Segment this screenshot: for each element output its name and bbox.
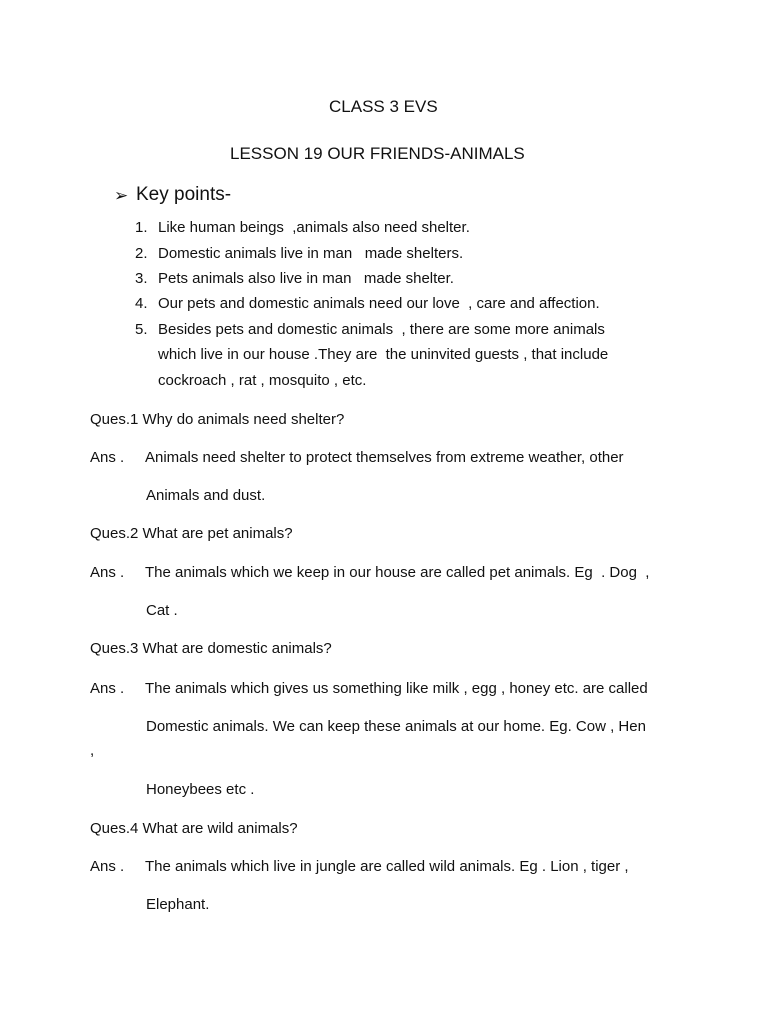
list-item-line: Besides pets and domestic animals , there are some more animals	[158, 321, 605, 338]
arrow-bullet-icon: ➢	[114, 186, 129, 205]
lesson-title: LESSON 19 OUR FRIENDS-ANIMALS	[230, 144, 525, 163]
key-points-heading: Key points-	[136, 184, 232, 205]
answer-line: Honeybees etc .	[146, 781, 255, 798]
answer-line: The animals which live in jungle are called wild animals. Eg . Lion , tiger ,	[145, 858, 629, 875]
answer-label: Ans .	[90, 858, 125, 875]
list-item: Our pets and domestic animals need our love , care and affection.	[158, 295, 600, 312]
answer-line: The animals which we keep in our house are called pet animals. Eg . Dog ,	[145, 564, 650, 581]
answer-line: Domestic animals. We can keep these animals at our home. Eg. Cow , Hen	[146, 718, 646, 735]
list-number: 1.	[135, 219, 148, 236]
list-item: Pets animals also live in man made shelter.	[158, 270, 454, 287]
answer-line: Cat .	[146, 602, 178, 619]
list-number: 2.	[135, 245, 148, 262]
page-title: CLASS 3 EVS	[329, 97, 438, 116]
question: Ques.3 What are domestic animals?	[90, 640, 332, 657]
question: Ques.4 What are wild animals?	[90, 820, 298, 837]
answer-line: The animals which gives us something like milk , egg , honey etc. are called	[145, 680, 648, 697]
list-number: 5.	[135, 321, 148, 338]
answer-line: Animals need shelter to protect themselves from extreme weather, other	[145, 449, 624, 466]
list-item-line: cockroach , rat , mosquito , etc.	[158, 372, 367, 389]
question: Ques.2 What are pet animals?	[90, 525, 293, 542]
list-number: 4.	[135, 295, 148, 312]
list-item: Like human beings ,animals also need shelter.	[158, 219, 470, 236]
list-number: 3.	[135, 270, 148, 287]
list-item: Domestic animals live in man made shelters.	[158, 245, 464, 262]
stray-comma: ,	[90, 742, 95, 759]
list-item-line: which live in our house .They are the uninvited guests , that include	[158, 346, 609, 363]
answer-label: Ans .	[90, 680, 125, 697]
answer-line: Elephant.	[146, 896, 210, 913]
answer-label: Ans .	[90, 564, 125, 581]
answer-line: Animals and dust.	[146, 487, 266, 504]
question: Ques.1 Why do animals need shelter?	[90, 411, 345, 428]
answer-label: Ans .	[90, 449, 125, 466]
